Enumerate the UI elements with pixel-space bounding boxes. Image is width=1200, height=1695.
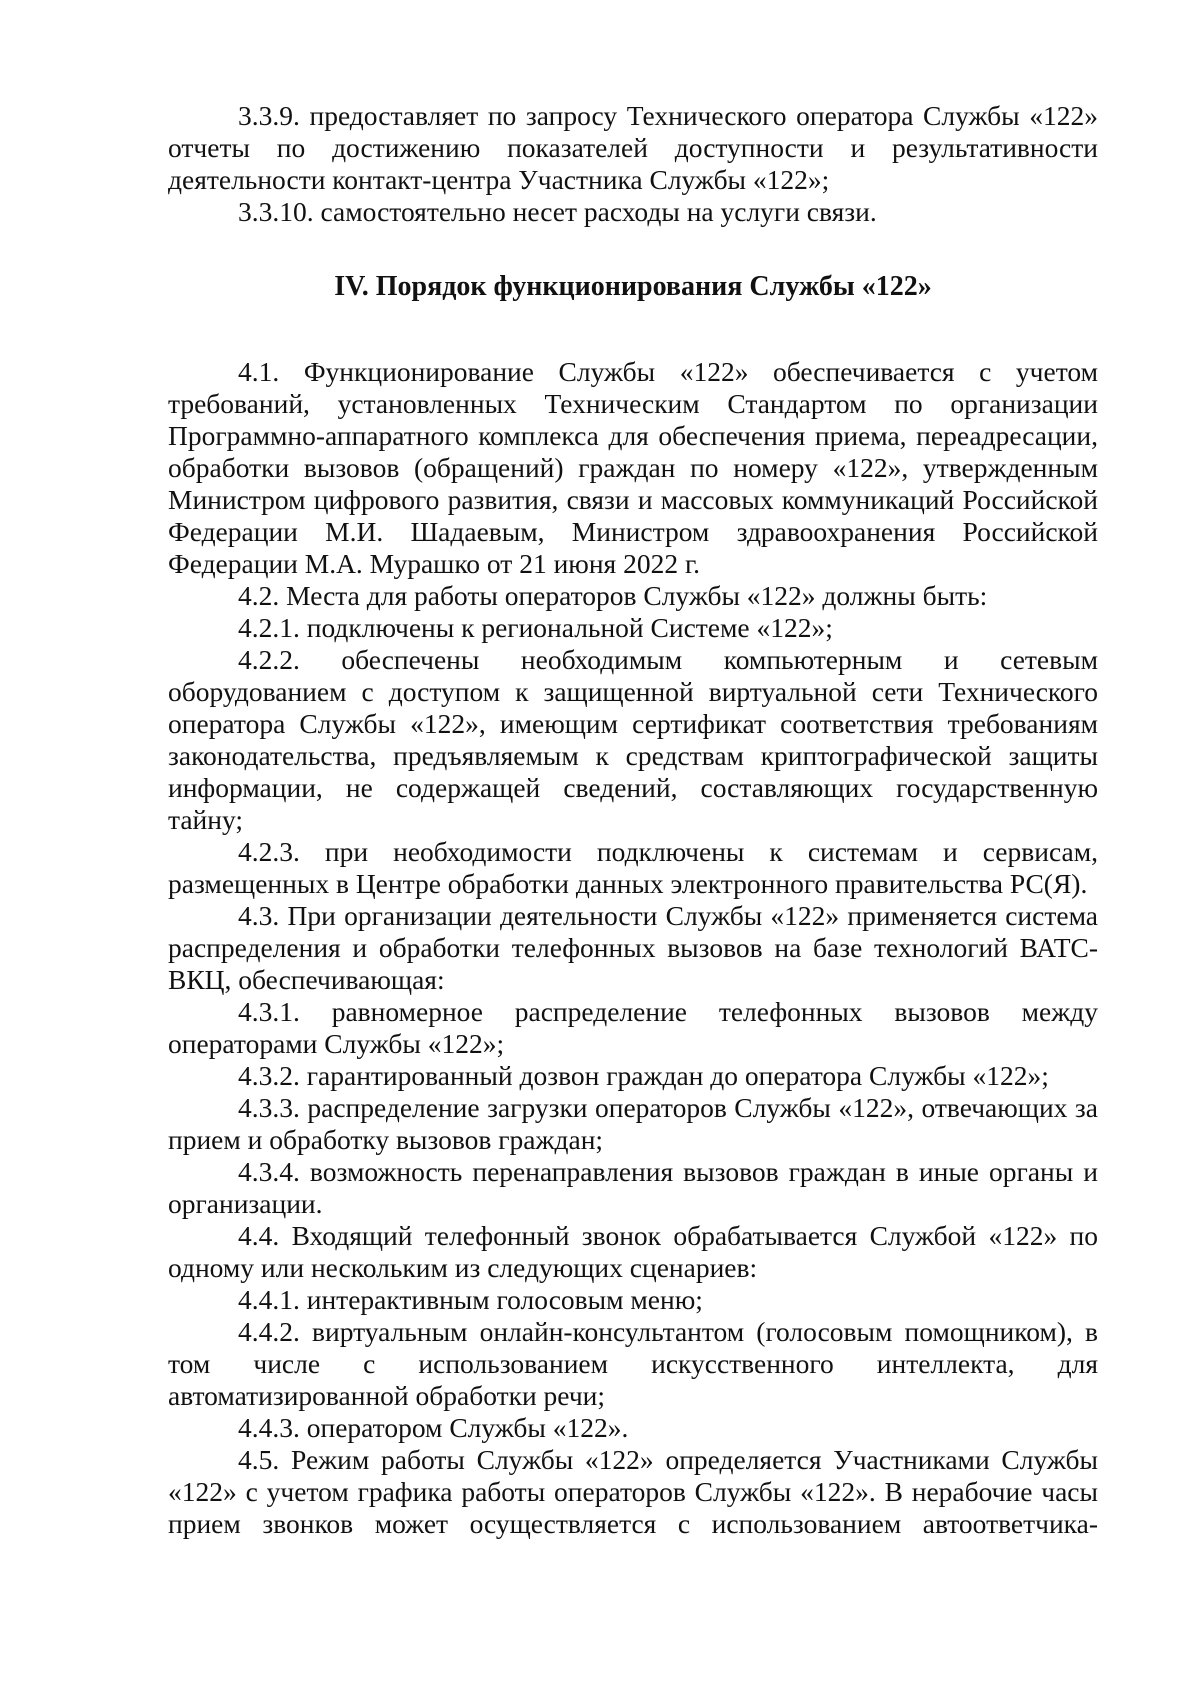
paragraph-4-3-1: 4.3.1. равномерное распределение телефонных вызовов между операторами Службы «122»; <box>168 996 1098 1059</box>
paragraph-4-5: 4.5. Режим работы Службы «122» определяется Участниками Службы «122» с учетом графика работы операторов Службы «122». В нерабочие часы прием звонков может осуществляется с использованием автоответчика- <box>168 1444 1098 1539</box>
paragraph-4-2-1: 4.2.1. подключены к региональной Системе «122»; <box>238 612 833 643</box>
paragraph-4-1: 4.1. Функционирование Службы «122» обеспечивается с учетом требований, установленных Техническим Стандартом по организации Программно-аппаратного комплекса для обеспечения приема, переадресации, обработки вызовов (обращений) граждан по номеру «122», утвержденным Министром цифрового развития, связи и массовых коммуникаций Российской Федерации М.И. Шадаевым, Министром здравоохранения Российской Федерации М.А. Мурашко от 21 июня 2022 г. <box>168 356 1098 579</box>
paragraph-4-3-4: 4.3.4. возможность перенаправления вызовов граждан в иные органы и организации. <box>168 1156 1098 1219</box>
paragraph-4-2: 4.2. Места для работы операторов Службы «122» должны быть: <box>238 580 988 611</box>
document-page <box>168 100 1098 1540</box>
paragraph-4-3: 4.3. При организации деятельности Службы «122» применяется система распределения и обработки телефонных вызовов на базе технологий ВАТС-ВКЦ, обеспечивающая: <box>168 900 1098 995</box>
paragraph-4-4-2: 4.4.2. виртуальным онлайн-консультантом (голосовым помощником), в том числе с использованием искусственного интеллекта, для автоматизированной обработки речи; <box>168 1316 1098 1411</box>
paragraph-4-4-1: 4.4.1. интерактивным голосовым меню; <box>238 1284 703 1315</box>
section-heading: IV. Порядок функционирования Службы «122» <box>334 271 932 302</box>
paragraph-4-4: 4.4. Входящий телефонный звонок обрабатывается Службой «122» по одному или нескольким из следующих сценариев: <box>168 1220 1098 1283</box>
paragraph-4-2-2: 4.2.2. обеспечены необходимым компьютерным и сетевым оборудованием с доступом к защищенной виртуальной сети Технического оператора Службы «122», имеющим сертификат соответствия требованиям законодательства, предъявляемым к средствам криптографической защиты информации, не содержащей сведений, составляющих государственную тайну; <box>168 644 1098 835</box>
paragraph-3-3-9: 3.3.9. предоставляет по запросу Технического оператора Службы «122» отчеты по достижению показателей доступности и результативности деятельности контакт-центра Участника Службы «122»; <box>168 100 1098 195</box>
paragraph-4-4-3: 4.4.3. оператором Службы «122». <box>238 1412 629 1443</box>
paragraph-4-3-2: 4.3.2. гарантированный дозвон граждан до оператора Службы «122»; <box>238 1060 1049 1091</box>
paragraph-3-3-10: 3.3.10. самостоятельно несет расходы на услуги связи. <box>238 196 877 227</box>
paragraph-4-3-3: 4.3.3. распределение загрузки операторов Службы «122», отвечающих за прием и обработку вызовов граждан; <box>168 1092 1098 1155</box>
paragraph-4-2-3: 4.2.3. при необходимости подключены к системам и сервисам, размещенных в Центре обработки данных электронного правительства РС(Я). <box>168 836 1098 899</box>
